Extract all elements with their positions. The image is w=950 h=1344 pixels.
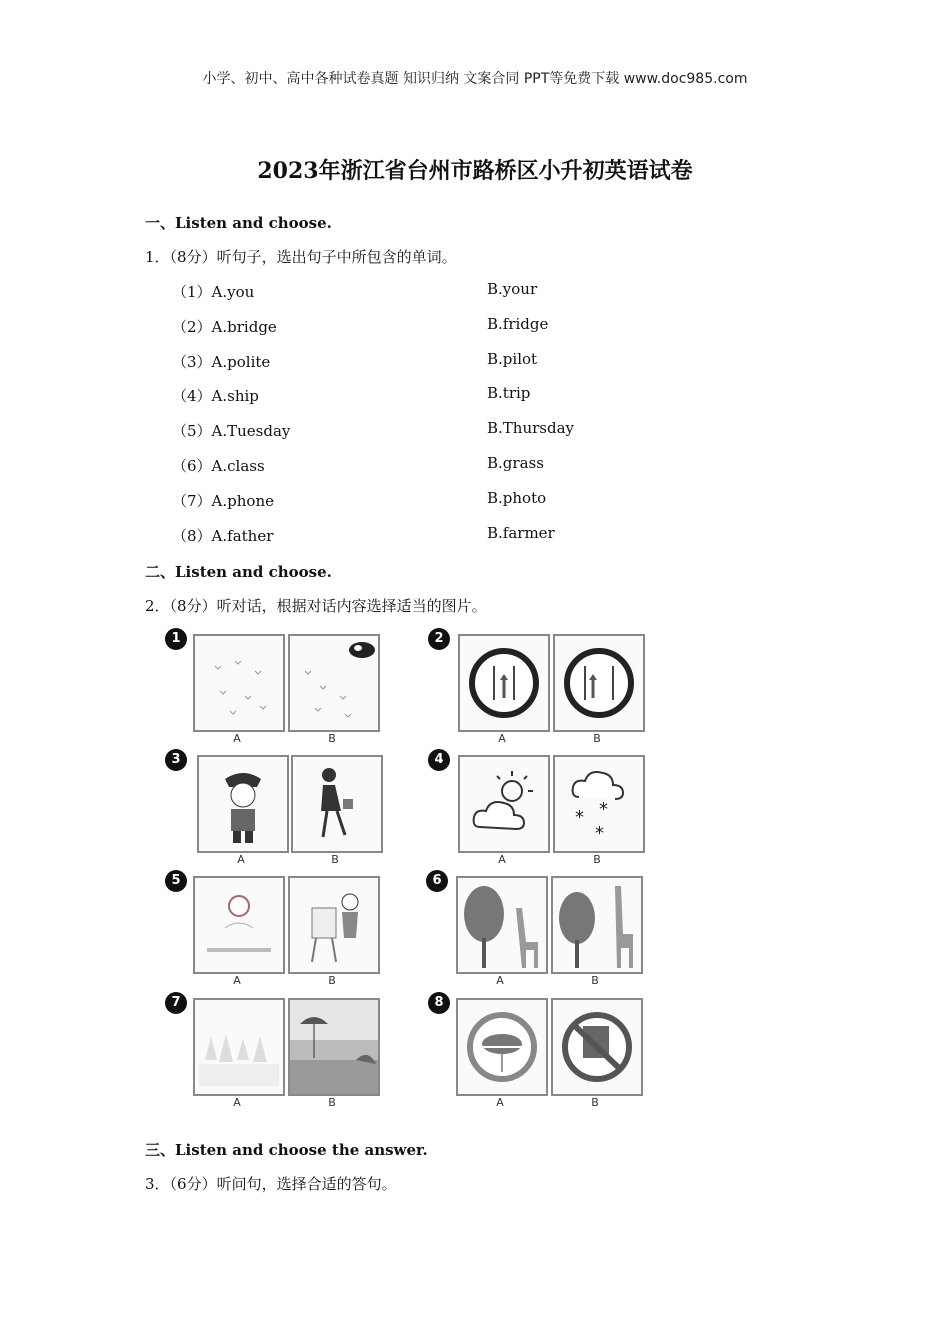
- label-b: B: [328, 732, 336, 745]
- police-officer-icon[interactable]: [197, 755, 289, 853]
- label-a: A: [496, 1096, 504, 1109]
- option-b[interactable]: B.Thursday: [487, 419, 575, 438]
- tree-giraffe-icon[interactable]: [456, 876, 548, 974]
- option-a[interactable]: （7）A.phone: [172, 491, 274, 510]
- option-a[interactable]: （2）A.bridge: [172, 317, 277, 336]
- option-b[interactable]: B.pilot: [487, 349, 538, 368]
- woman-walking-icon[interactable]: [291, 755, 383, 853]
- option-b[interactable]: B.fridge: [487, 314, 549, 333]
- beach-icon[interactable]: [288, 998, 380, 1096]
- no-eating-sign-icon[interactable]: [456, 998, 548, 1096]
- picture-pair-7: [165, 992, 385, 1110]
- birds-icon[interactable]: [193, 634, 285, 732]
- girl-painting-icon[interactable]: [288, 876, 380, 974]
- label-a: A: [498, 853, 506, 866]
- picture-grid: [160, 625, 650, 1120]
- option-a[interactable]: （1）A.you: [172, 283, 255, 301]
- page-header: 小学、初中、高中各种试卷真题 知识归纳 文案合同 PPT等免费下载 www.doc985.com: [202, 71, 748, 87]
- label-b: B: [328, 1096, 336, 1109]
- pair-number: 4: [428, 749, 450, 771]
- pair-number: 7: [165, 992, 187, 1014]
- tree-giraffe-tall-icon[interactable]: [551, 876, 643, 974]
- picture-pair-8: [428, 992, 648, 1110]
- label-b: B: [593, 732, 601, 745]
- label-a: A: [496, 974, 504, 987]
- pair-number: 8: [428, 992, 450, 1014]
- no-drinking-sign-icon[interactable]: [551, 998, 643, 1096]
- question-3: 3．（6分）听问句，选择合适的答句。: [145, 1175, 397, 1193]
- label-a: A: [498, 732, 506, 745]
- sun-cloud-icon[interactable]: [458, 755, 550, 853]
- option-a[interactable]: （3）A.polite: [172, 352, 271, 371]
- svg-text:*: *: [599, 799, 608, 820]
- option-b[interactable]: B.photo: [487, 488, 547, 507]
- winter-trees-icon[interactable]: [193, 998, 285, 1096]
- section-3-heading: 三、Listen and choose the answer.: [145, 1141, 428, 1159]
- picture-pair-5: [165, 870, 385, 988]
- svg-text:*: *: [575, 807, 584, 828]
- picture-pair-4: [428, 749, 648, 867]
- label-b: B: [331, 853, 339, 866]
- birds-cow-icon[interactable]: [288, 634, 380, 732]
- label-b: B: [593, 853, 601, 866]
- option-a[interactable]: （6）A.class: [172, 457, 265, 475]
- section-1-heading: 一、Listen and choose.: [145, 214, 332, 232]
- pair-number: 3: [165, 749, 187, 771]
- snow-cloud-icon[interactable]: [553, 755, 645, 853]
- pair-number: 2: [428, 628, 450, 650]
- pair-number: 1: [165, 628, 187, 650]
- label-b: B: [591, 974, 599, 987]
- option-b[interactable]: B.farmer: [487, 523, 555, 542]
- option-b[interactable]: B.trip: [487, 384, 531, 403]
- picture-pair-1: [165, 628, 385, 746]
- question-2: 2．（8分）听对话，根据对话内容选择适当的图片。: [145, 597, 487, 615]
- option-b[interactable]: B.grass: [487, 454, 544, 472]
- picture-pair-3: [165, 749, 385, 867]
- picture-pair-6: [426, 870, 646, 988]
- pair-number: 5: [165, 870, 187, 892]
- label-b: B: [328, 974, 336, 987]
- option-a[interactable]: （4）A.ship: [172, 387, 259, 406]
- label-a: A: [233, 974, 241, 987]
- option-b[interactable]: B.your: [487, 280, 538, 298]
- label-a: A: [237, 853, 245, 866]
- picture-pair-2: [428, 628, 648, 746]
- option-a[interactable]: （8）A.father: [172, 526, 274, 545]
- section-2-heading: 二、Listen and choose.: [145, 563, 332, 581]
- label-a: A: [233, 732, 241, 745]
- pair-number: 6: [426, 870, 448, 892]
- option-a[interactable]: （5）A.Tuesday: [172, 422, 291, 441]
- page-title: 2023年浙江省台州市路桥区小升初英语试卷: [257, 158, 693, 184]
- woman-portrait-icon[interactable]: [193, 876, 285, 974]
- label-a: A: [233, 1096, 241, 1109]
- label-b: B: [591, 1096, 599, 1109]
- question-1: 1．（8分）听句子，选出句子中所包含的单词。: [145, 248, 457, 266]
- sign-one-arrow-icon[interactable]: [553, 634, 645, 732]
- svg-text:*: *: [595, 823, 604, 844]
- sign-two-arrows-icon[interactable]: [458, 634, 550, 732]
